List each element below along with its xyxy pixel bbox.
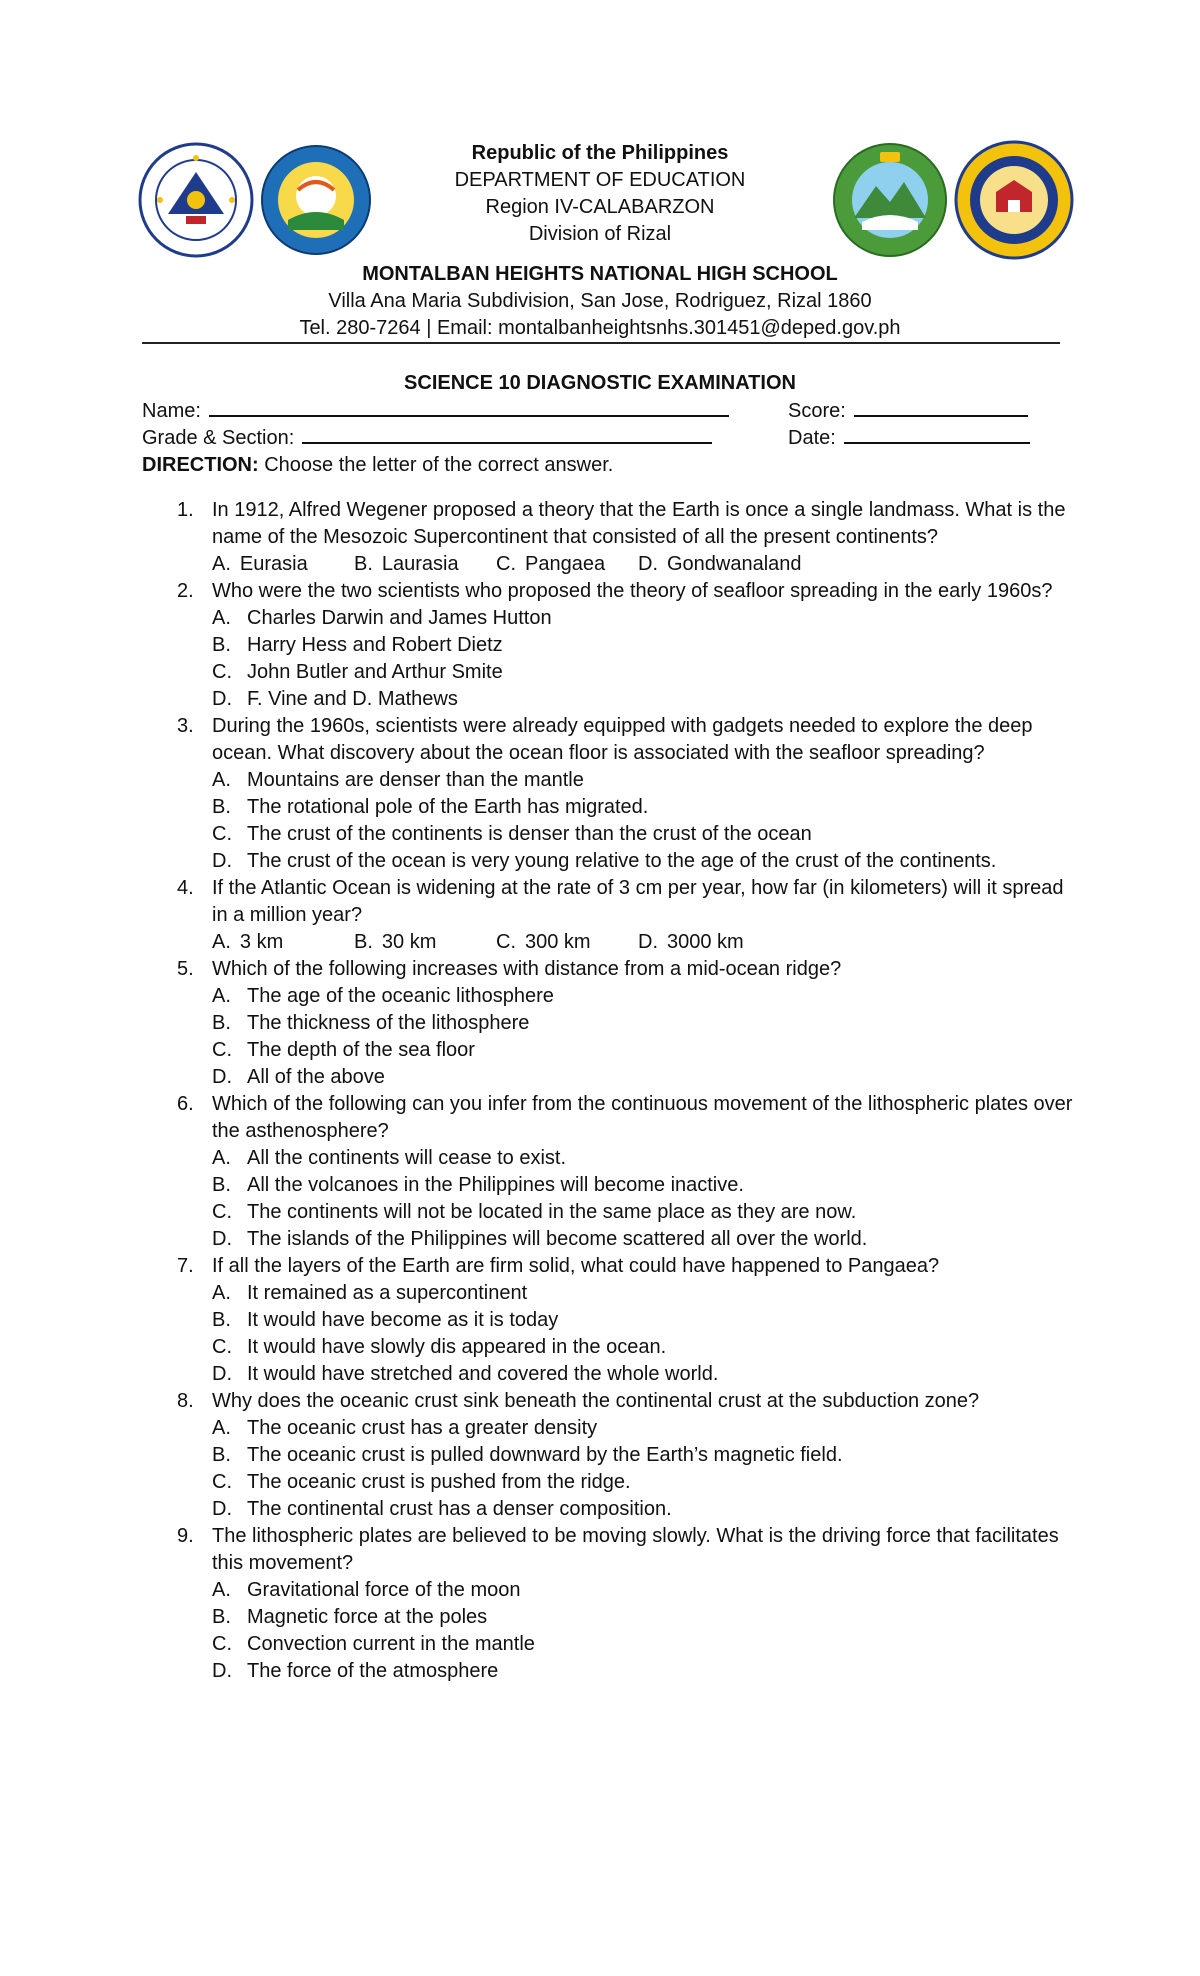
- question-1: [142, 497, 1082, 578]
- question-text: If the Atlantic Ocean is widening at the rate of 3 cm per year, how far (in kilometers) will it spread in a million year?: [212, 877, 1064, 926]
- choice-text: Gondwanaland: [667, 553, 802, 575]
- choice-row: [212, 551, 1082, 578]
- choice-c[interactable]: [496, 929, 591, 956]
- direction-text: Choose the letter of the correct answer.: [258, 454, 614, 476]
- choice-d[interactable]: [212, 1496, 1082, 1523]
- choice-c[interactable]: [212, 1199, 1082, 1226]
- question-number: 6.: [177, 1093, 194, 1115]
- choice-letter: C.: [496, 553, 516, 575]
- question-list: [142, 497, 1082, 1685]
- choice-text: All the continents will cease to exist.: [247, 1147, 567, 1169]
- name-score-row: [142, 400, 1060, 427]
- question-text: Why does the oceanic crust sink beneath the continental crust at the subduction zone?: [212, 1390, 980, 1412]
- choice-b[interactable]: [212, 632, 1082, 659]
- choice-text: The oceanic crust is pulled downward by the Earth’s magnetic field.: [247, 1444, 843, 1466]
- choice-b[interactable]: [212, 1172, 1082, 1199]
- choice-letter: A.: [212, 1282, 231, 1304]
- choice-text: Gravitational force of the moon: [247, 1579, 521, 1601]
- question-text: During the 1960s, scientists were already equipped with gadgets needed to explore the deep ocean. What discovery about the ocean floor is associated with the seafloor spreading?: [212, 715, 1033, 764]
- division-line: Division of Rizal: [528, 223, 672, 245]
- choice-text: John Butler and Arthur Smite: [247, 661, 503, 683]
- choice-letter: A.: [212, 931, 231, 953]
- choice-letter: C.: [212, 1633, 232, 1655]
- name-label: Name:: [142, 400, 201, 422]
- choice-letter: D.: [638, 553, 658, 575]
- choice-d[interactable]: [212, 1658, 1082, 1685]
- question-8: [142, 1388, 1082, 1523]
- choice-b[interactable]: [212, 1442, 1082, 1469]
- choice-a[interactable]: [212, 605, 1082, 632]
- question-text: If all the layers of the Earth are firm solid, what could have happened to Pangaea?: [212, 1255, 940, 1277]
- choice-list: [212, 1145, 1082, 1253]
- date-label: Date:: [788, 427, 836, 449]
- choice-text: Mountains are denser than the mantle: [247, 769, 584, 791]
- choice-text: The continental crust has a denser composition.: [247, 1498, 672, 1520]
- date-field[interactable]: [788, 427, 1030, 450]
- score-label: Score:: [788, 400, 846, 422]
- choice-text: Pangaea: [525, 553, 606, 575]
- choice-letter: A.: [212, 1579, 231, 1601]
- choice-text: All of the above: [247, 1066, 385, 1088]
- grade-section-label: Grade & Section:: [142, 427, 295, 449]
- choice-d[interactable]: [212, 1064, 1082, 1091]
- choice-letter: B.: [212, 796, 231, 818]
- question-text: Which of the following can you infer from the continuous movement of the lithospheric plates over the asthenosphere?: [212, 1093, 1073, 1142]
- choice-text: All the volcanoes in the Philippines will become inactive.: [247, 1174, 744, 1196]
- choice-a[interactable]: [212, 1145, 1082, 1172]
- choice-letter: A.: [212, 607, 231, 629]
- choice-letter: B.: [354, 931, 373, 953]
- question-9: [142, 1523, 1082, 1685]
- choice-list: [212, 1280, 1082, 1388]
- choice-c[interactable]: [212, 1037, 1082, 1064]
- question-3: [142, 713, 1082, 875]
- letterhead: [0, 140, 1200, 342]
- choice-letter: D.: [212, 1660, 232, 1682]
- choice-row: [212, 929, 1082, 956]
- choice-b[interactable]: [212, 1604, 1082, 1631]
- choice-letter: A.: [212, 553, 231, 575]
- header-divider: [142, 342, 1060, 344]
- choice-list: [212, 605, 1082, 713]
- region-line: Region IV-CALABARZON: [485, 196, 715, 218]
- choice-text: F. Vine and D. Mathews: [247, 688, 458, 710]
- name-blank[interactable]: [209, 401, 729, 417]
- direction-label: DIRECTION:: [142, 454, 259, 476]
- choice-list: [212, 767, 1082, 875]
- choice-letter: A.: [212, 1147, 231, 1169]
- choice-c[interactable]: [212, 1469, 1082, 1496]
- choice-text: The age of the oceanic lithosphere: [247, 985, 554, 1007]
- question-number: 3.: [177, 715, 194, 737]
- question-text: The lithospheric plates are believed to be moving slowly. What is the driving force that facilitates this movement?: [212, 1525, 1059, 1574]
- choice-text: It would have slowly dis appeared in the ocean.: [247, 1336, 667, 1358]
- question-number: 2.: [177, 580, 194, 602]
- choice-text: The thickness of the lithosphere: [247, 1012, 530, 1034]
- choice-text: Harry Hess and Robert Dietz: [247, 634, 503, 656]
- choice-letter: D.: [212, 850, 232, 872]
- school-contact: Tel. 280-7264 | Email: montalbanheightsnhs.301451@deped.gov.ph: [299, 317, 901, 339]
- choice-text: The rotational pole of the Earth has migrated.: [247, 796, 649, 818]
- choice-letter: D.: [638, 931, 658, 953]
- choice-letter: C.: [212, 823, 232, 845]
- choice-letter: C.: [212, 1471, 232, 1493]
- choice-text: The crust of the ocean is very young relative to the age of the crust of the continents.: [247, 850, 997, 872]
- choice-a[interactable]: [212, 983, 1082, 1010]
- question-number: 7.: [177, 1255, 194, 1277]
- choice-d[interactable]: [638, 551, 802, 578]
- choice-d[interactable]: [212, 1226, 1082, 1253]
- choice-text: The oceanic crust has a greater density: [247, 1417, 598, 1439]
- question-5: [142, 956, 1082, 1091]
- question-number: 5.: [177, 958, 194, 980]
- date-blank[interactable]: [844, 428, 1030, 444]
- choice-letter: D.: [212, 1363, 232, 1385]
- question-number: 4.: [177, 877, 194, 899]
- question-number: 9.: [177, 1525, 194, 1547]
- choice-b[interactable]: [212, 1307, 1082, 1334]
- choice-d[interactable]: [212, 1361, 1082, 1388]
- choice-c[interactable]: [212, 659, 1082, 686]
- choice-c[interactable]: [212, 821, 1082, 848]
- choice-letter: B.: [212, 1606, 231, 1628]
- choice-letter: B.: [354, 553, 373, 575]
- choice-letter: A.: [212, 769, 231, 791]
- choice-text: It would have stretched and covered the whole world.: [247, 1363, 719, 1385]
- choice-text: 3000 km: [667, 931, 744, 953]
- choice-a[interactable]: [212, 1415, 1082, 1442]
- question-6: [142, 1091, 1082, 1253]
- choice-text: Charles Darwin and James Hutton: [247, 607, 552, 629]
- choice-text: The depth of the sea floor: [247, 1039, 475, 1061]
- choice-b[interactable]: [212, 1010, 1082, 1037]
- choice-c[interactable]: [496, 551, 605, 578]
- choice-letter: C.: [496, 931, 516, 953]
- choice-c[interactable]: [212, 1631, 1082, 1658]
- choice-a[interactable]: [212, 551, 308, 578]
- question-text: In 1912, Alfred Wegener proposed a theory that the Earth is once a single landmass. What is the name of the Mesozoic Supercontinent that consisted of all the present continents?: [212, 499, 1066, 548]
- question-text: Which of the following increases with distance from a mid-ocean ridge?: [212, 958, 842, 980]
- grade-section-blank[interactable]: [302, 428, 712, 444]
- choice-a[interactable]: [212, 929, 283, 956]
- choice-letter: D.: [212, 1228, 232, 1250]
- question-4: [142, 875, 1082, 956]
- choice-list: [212, 1577, 1082, 1685]
- choice-text: The continents will not be located in the same place as they are now.: [247, 1201, 857, 1223]
- question-number: 1.: [177, 499, 194, 521]
- question-7: [142, 1253, 1082, 1388]
- school-name: MONTALBAN HEIGHTS NATIONAL HIGH SCHOOL: [362, 263, 838, 285]
- grade-section-field[interactable]: [142, 427, 712, 450]
- choice-letter: B.: [212, 634, 231, 656]
- choice-text: Laurasia: [381, 553, 459, 575]
- country-line: Republic of the Philippines: [471, 142, 729, 164]
- name-field[interactable]: [142, 400, 729, 423]
- choice-letter: C.: [212, 661, 232, 683]
- choice-letter: B.: [212, 1012, 231, 1034]
- choice-text: Eurasia: [239, 553, 308, 575]
- choice-letter: A.: [212, 985, 231, 1007]
- choice-b[interactable]: [354, 551, 459, 578]
- choice-letter: C.: [212, 1039, 232, 1061]
- direction: [142, 454, 613, 477]
- choice-b[interactable]: [212, 794, 1082, 821]
- choice-text: 30 km: [381, 931, 437, 953]
- choice-letter: C.: [212, 1201, 232, 1223]
- choice-text: It would have become as it is today: [247, 1309, 559, 1331]
- exam-title: SCIENCE 10 DIAGNOSTIC EXAMINATION: [404, 372, 796, 394]
- choice-text: It remained as a supercontinent: [247, 1282, 528, 1304]
- choice-letter: B.: [212, 1444, 231, 1466]
- choice-text: Magnetic force at the poles: [247, 1606, 488, 1628]
- choice-text: Convection current in the mantle: [247, 1633, 535, 1655]
- choice-text: The force of the atmosphere: [247, 1660, 499, 1682]
- choice-letter: C.: [212, 1336, 232, 1358]
- choice-letter: A.: [212, 1417, 231, 1439]
- question-number: 8.: [177, 1390, 194, 1412]
- choice-a[interactable]: [212, 767, 1082, 794]
- question-2: [142, 578, 1082, 713]
- question-text: Who were the two scientists who proposed the theory of seafloor spreading in the early 1960s?: [212, 580, 1053, 602]
- choice-letter: D.: [212, 688, 232, 710]
- choice-list: [212, 983, 1082, 1091]
- choice-letter: D.: [212, 1066, 232, 1088]
- choice-text: The islands of the Philippines will become scattered all over the world.: [247, 1228, 868, 1250]
- choice-letter: B.: [212, 1309, 231, 1331]
- choice-d[interactable]: [212, 686, 1082, 713]
- choice-d[interactable]: [638, 929, 744, 956]
- choice-text: The crust of the continents is denser than the crust of the ocean: [247, 823, 812, 845]
- choice-list: [212, 1415, 1082, 1523]
- choice-c[interactable]: [212, 1334, 1082, 1361]
- school-address: Villa Ana Maria Subdivision, San Jose, Rodriguez, Rizal 1860: [328, 290, 872, 312]
- choice-letter: B.: [212, 1174, 231, 1196]
- choice-d[interactable]: [212, 848, 1082, 875]
- choice-a[interactable]: [212, 1280, 1082, 1307]
- choice-letter: D.: [212, 1498, 232, 1520]
- score-field[interactable]: [788, 400, 1028, 423]
- choice-text: 300 km: [525, 931, 591, 953]
- score-blank[interactable]: [854, 401, 1028, 417]
- choice-b[interactable]: [354, 929, 436, 956]
- choice-text: 3 km: [239, 931, 284, 953]
- department-line: DEPARTMENT OF EDUCATION: [454, 169, 746, 191]
- grade-date-row: [142, 427, 1060, 454]
- choice-a[interactable]: [212, 1577, 1082, 1604]
- choice-text: The oceanic crust is pushed from the ridge.: [247, 1471, 631, 1493]
